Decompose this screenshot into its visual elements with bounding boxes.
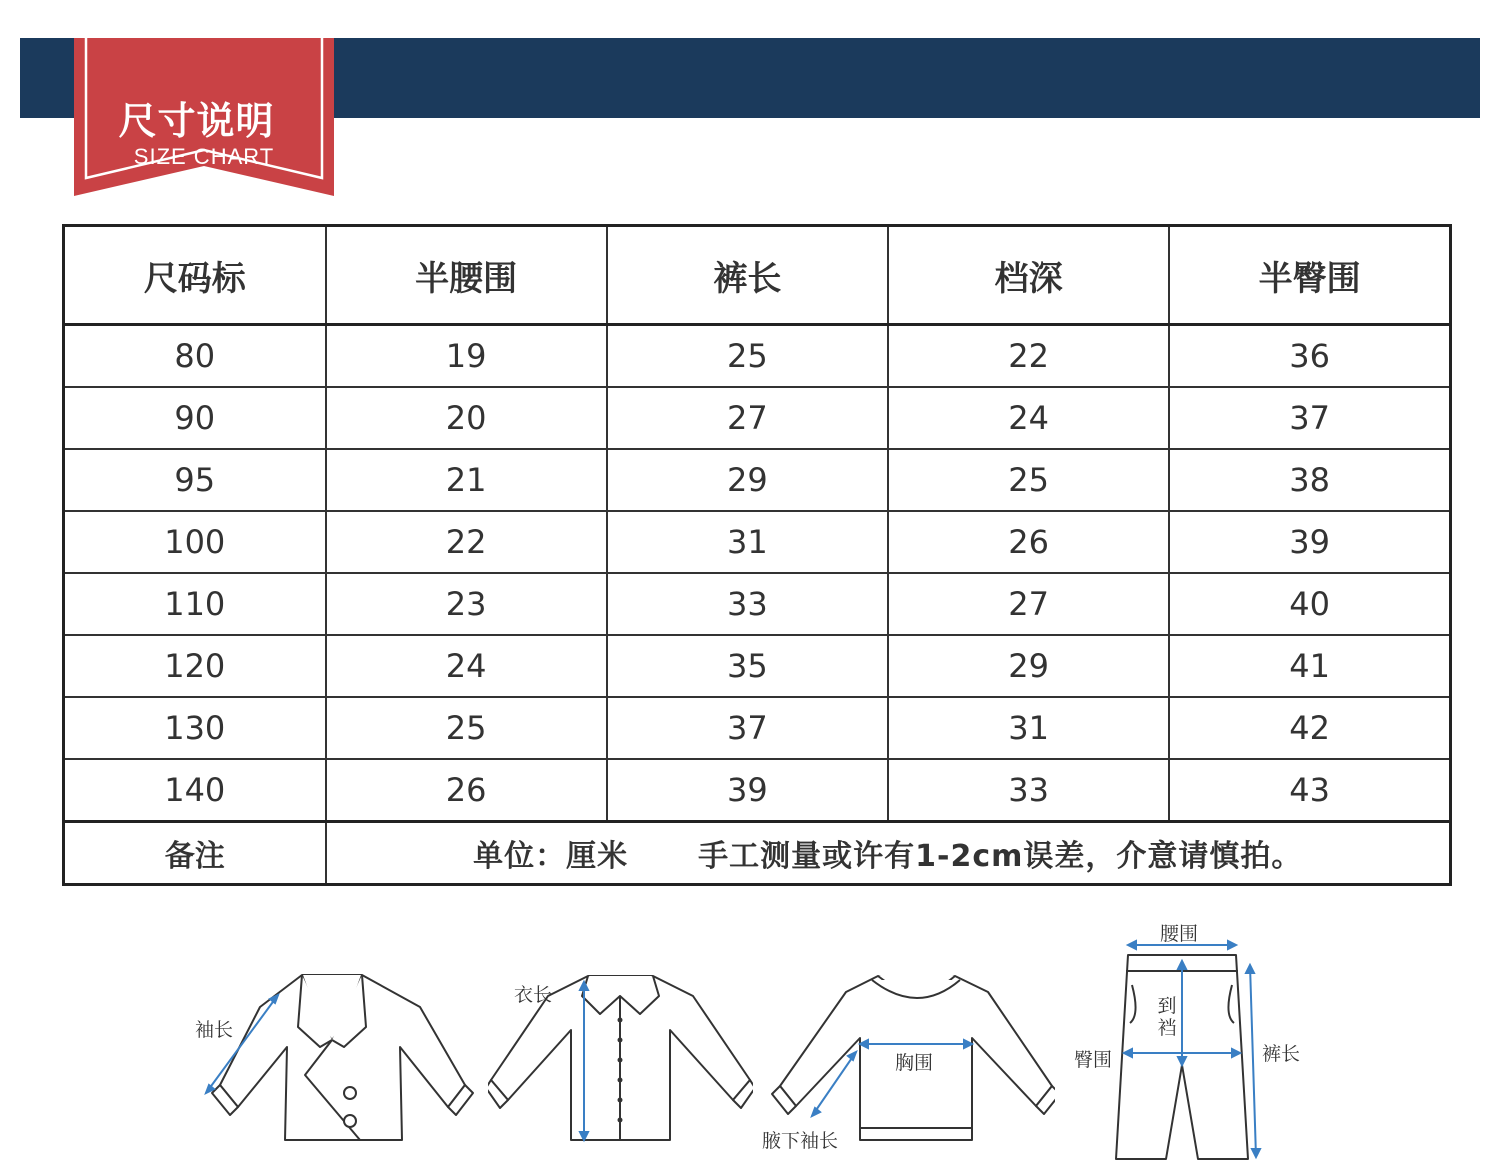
pants-diagram <box>1070 915 1315 1165</box>
cell-rise: 31 <box>888 697 1169 759</box>
cell-size: 80 <box>64 325 326 388</box>
cell-pants-length: 31 <box>607 511 888 573</box>
cell-half-waist: 22 <box>326 511 607 573</box>
cell-rise: 27 <box>888 573 1169 635</box>
header-half-waist: 半腰围 <box>326 226 607 325</box>
cell-half-hip: 43 <box>1169 759 1450 822</box>
cell-size: 100 <box>64 511 326 573</box>
cell-half-hip: 40 <box>1169 573 1450 635</box>
cell-size: 130 <box>64 697 326 759</box>
table-row <box>64 387 1451 449</box>
cell-pants-length: 33 <box>607 573 888 635</box>
cell-size: 95 <box>64 449 326 511</box>
table-row <box>64 635 1451 697</box>
cell-half-waist: 24 <box>326 635 607 697</box>
cell-size: 90 <box>64 387 326 449</box>
table-row <box>64 573 1451 635</box>
cell-pants-length: 35 <box>607 635 888 697</box>
cell-half-waist: 20 <box>326 387 607 449</box>
cell-half-hip: 37 <box>1169 387 1450 449</box>
shirt-length-label: 衣长 <box>514 984 553 1006</box>
note-disclaimer: 手工测量或许有1-2cm误差，介意请慎拍。 <box>698 839 1303 874</box>
header-pants-length: 裤长 <box>607 226 888 325</box>
cell-pants-length: 25 <box>607 325 888 388</box>
table-row <box>64 449 1451 511</box>
cell-rise: 33 <box>888 759 1169 822</box>
cell-rise: 29 <box>888 635 1169 697</box>
jacket-icon <box>190 965 475 1150</box>
cell-rise: 22 <box>888 325 1169 388</box>
note-label: 备注 <box>64 822 326 885</box>
sweater-chest-label: 胸围 <box>895 1052 934 1074</box>
pants-waist-label: 腰围 <box>1160 923 1199 945</box>
table-row <box>64 511 1451 573</box>
title-en: SIZE CHART <box>133 144 275 169</box>
cell-half-waist: 25 <box>326 697 607 759</box>
pants-hip-label: 臀围 <box>1074 1049 1113 1071</box>
cell-rise: 26 <box>888 511 1169 573</box>
cell-half-waist: 23 <box>326 573 607 635</box>
cell-half-waist: 19 <box>326 325 607 388</box>
cell-pants-length: 37 <box>607 697 888 759</box>
header-half-hip: 半臀围 <box>1169 226 1450 325</box>
jacket-sleeve-label: 袖长 <box>195 1019 234 1041</box>
table-row <box>64 759 1451 822</box>
header-size: 尺码标 <box>64 226 326 325</box>
size-table <box>62 224 1452 886</box>
note-content <box>326 822 1451 885</box>
cell-pants-length: 39 <box>607 759 888 822</box>
cell-half-hip: 36 <box>1169 325 1450 388</box>
cell-half-hip: 39 <box>1169 511 1450 573</box>
pants-length-label: 裤长 <box>1262 1043 1301 1065</box>
table-row <box>64 325 1451 388</box>
title-cn: 尺寸说明 <box>118 99 275 143</box>
cell-size: 120 <box>64 635 326 697</box>
cell-size: 140 <box>64 759 326 822</box>
sweater-diagram <box>760 968 1055 1158</box>
cell-size: 110 <box>64 573 326 635</box>
cell-half-hip: 41 <box>1169 635 1450 697</box>
note-unit: 单位：厘米 <box>473 839 629 874</box>
cell-pants-length: 29 <box>607 449 888 511</box>
cell-pants-length: 27 <box>607 387 888 449</box>
cell-rise: 24 <box>888 387 1169 449</box>
note-row <box>64 822 1451 885</box>
sweater-underarm-sleeve-label: 腋下袖长 <box>762 1130 839 1152</box>
cell-rise: 25 <box>888 449 1169 511</box>
header-rise: 档深 <box>888 226 1169 325</box>
size-chart-ribbon <box>74 38 334 196</box>
shirt-diagram <box>488 968 753 1148</box>
cell-half-hip: 42 <box>1169 697 1450 759</box>
table-header-row <box>64 226 1451 325</box>
cell-half-waist: 21 <box>326 449 607 511</box>
cell-half-hip: 38 <box>1169 449 1450 511</box>
cell-half-waist: 26 <box>326 759 607 822</box>
jacket-diagram <box>190 965 475 1150</box>
pants-rise-label: 到裆 <box>1157 995 1177 1039</box>
table-row <box>64 697 1451 759</box>
